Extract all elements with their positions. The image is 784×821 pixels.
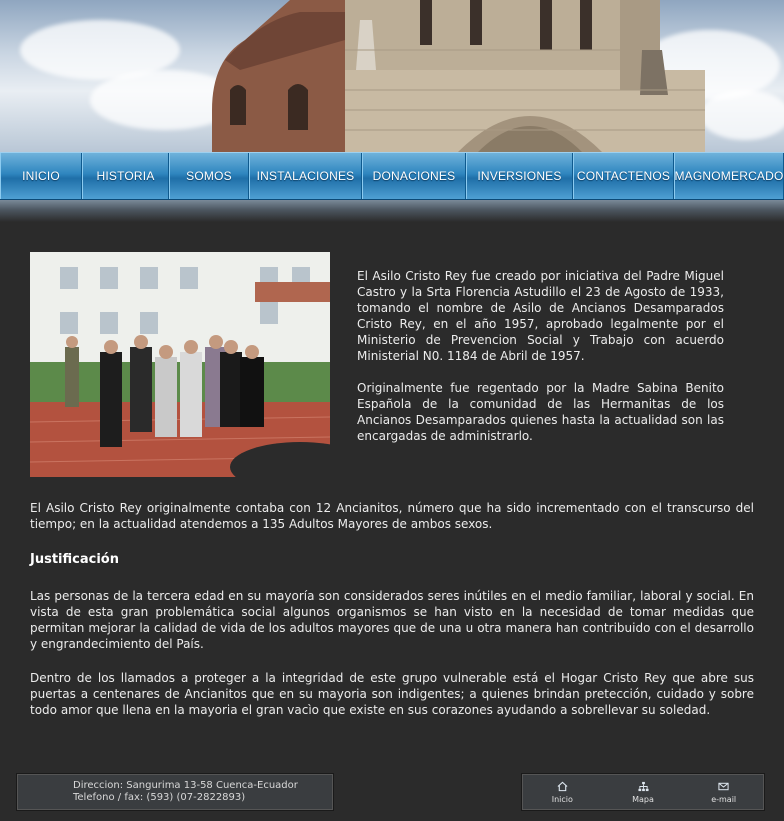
footer-link-label: e-mail bbox=[711, 794, 737, 804]
group-photo bbox=[30, 252, 330, 477]
footer-link-inicio[interactable] bbox=[522, 774, 603, 810]
body-paragraph-4: Las personas de la tercera edad en su mayoría son considerados seres inútiles en el medio familiar, laboral y social. En vista de esta gran problemática social algunos organismos se han visto en la necesidad de tomar medidas que permitan mejorar la calidad de vida de los adultos mayores que de una u otra manera han contribuido con el desarrollo y engrandecimiento del País. bbox=[30, 589, 754, 651]
footer-link-mapa[interactable] bbox=[603, 774, 684, 810]
section-heading: Justificación bbox=[30, 552, 119, 567]
main-nav bbox=[0, 152, 784, 200]
home-icon bbox=[557, 781, 568, 792]
church-tower-image bbox=[0, 0, 784, 152]
nav-item-contactenos[interactable]: CONTACTENOS bbox=[573, 153, 674, 199]
footer-address: Direccion: Sangurima 13-58 Cuenca-Ecuador bbox=[73, 780, 298, 791]
footer-links bbox=[521, 773, 765, 811]
nav-shadow bbox=[0, 200, 784, 222]
footer-link-label: Inicio bbox=[551, 794, 573, 804]
nav-item-historia[interactable]: HISTORIA bbox=[82, 153, 169, 199]
nav-item-inversiones[interactable]: INVERSIONES bbox=[466, 153, 573, 199]
nav-item-magnomercado[interactable]: MAGNOMERCADO bbox=[674, 153, 784, 199]
intro-paragraph-1: El Asilo Cristo Rey fue creado por iniciativa del Padre Miguel Castro y la Srta Florencia Astudillo el 23 de Agosto de 1933, tomando el nombre de Asilo de Ancianos Desamparados Cristo Rey, en el año 1957, aprobado legalmente por el Ministerio de Prevencion Social y Trabajo con acuerdo Ministerial N0. 1184 de Abril de 1957. bbox=[357, 269, 724, 363]
intro-text bbox=[357, 268, 724, 444]
mail-icon bbox=[718, 781, 729, 792]
header-banner bbox=[0, 0, 784, 152]
footer-phone: Telefono / fax: (593) (07-2822893) bbox=[73, 792, 246, 803]
footer-link-label: Mapa bbox=[632, 794, 654, 804]
footer-link-email[interactable] bbox=[683, 774, 764, 810]
sitemap-icon bbox=[638, 781, 649, 792]
body-paragraph-3: El Asilo Cristo Rey originalmente contaba con 12 Ancianitos, número que ha sido incrementado con el transcurso del tiempo; en la actualidad atendemos a 135 Adultos Mayores de ambos sexos. bbox=[30, 501, 754, 531]
nav-item-donaciones[interactable]: DONACIONES bbox=[362, 153, 466, 199]
nav-item-inicio[interactable]: INICIO bbox=[0, 153, 82, 199]
footer-address-box bbox=[16, 773, 334, 811]
nav-item-somos[interactable]: SOMOS bbox=[169, 153, 249, 199]
nav-item-instalaciones[interactable]: INSTALACIONES bbox=[249, 153, 362, 199]
body-paragraph-5: Dentro de los llamados a proteger a la integridad de este grupo vulnerable está el Hogar Cristo Rey que abre sus puertas a centenares de Ancianitos que en su mayoria son indigentes; a quienes brindan pretección, cuidado y sobre todo amor que llena en la mayoria el gran vacìo que existe en sus corazones ayudando a sobrellevar su soledad. bbox=[30, 671, 754, 717]
intro-paragraph-2: Originalmente fue regentado por la Madre Sabina Benito Española de la comunidad de las Hermanitas de los Ancianos Desamparados quienes hasta la actualidad son las encargadas de administrarlo. bbox=[357, 381, 724, 443]
